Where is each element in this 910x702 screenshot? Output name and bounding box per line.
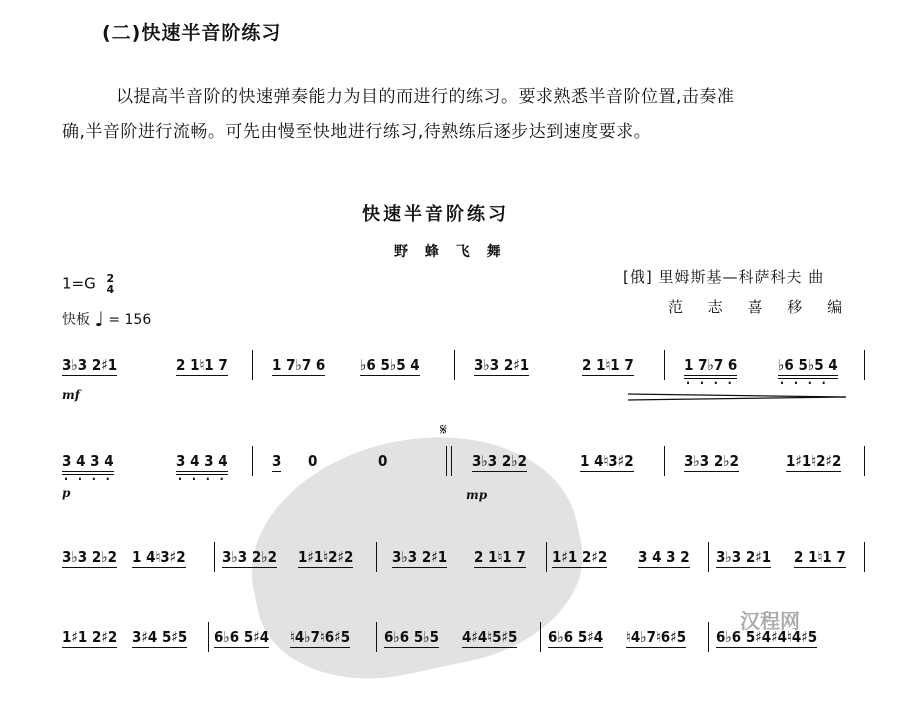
score-group: 3♭3 2♯1: [716, 548, 772, 566]
barline: [376, 622, 377, 652]
barline: [664, 350, 665, 380]
score-group: 3♭3 2♭2: [684, 452, 739, 470]
barline: [252, 350, 253, 380]
quarter-note-icon: ♩: [94, 307, 104, 331]
intro-paragraph-line1: 以提高半音阶的快速弹奏能力为目的而进行的练习。要求熟悉半音阶位置,击奏准: [116, 87, 735, 107]
intro-paragraph-line2: 确,半音阶进行流畅。可先由慢至快地进行练习,待熟练后逐步达到速度要求。: [62, 122, 652, 142]
section-heading: (二)快速半音阶练习: [102, 22, 282, 44]
piece-subtitle: 野 蜂 飞 舞: [394, 244, 507, 260]
score-group: 3: [272, 452, 282, 470]
barline: [864, 350, 865, 380]
barline: [864, 542, 865, 572]
score-group: 3♭3 2♯1: [474, 356, 530, 374]
barline: [454, 350, 455, 380]
score-group: 4♯4♮5♯5: [462, 628, 518, 646]
dynamic-marking: p: [62, 486, 71, 500]
score-group: 6♭6 5♯4♯4♮4♯5: [716, 628, 818, 646]
barline: [451, 446, 452, 476]
score-group: 2 1♮1 7: [474, 548, 526, 566]
score-group: 3 4 3 4 · · · ·: [176, 452, 228, 475]
score-group: 3♭3 2♭2: [62, 548, 117, 566]
score-group: 3♭3 2♭2: [222, 548, 277, 566]
score-group: ♮4♭7♮6♯5: [290, 628, 351, 646]
barline: [708, 622, 709, 652]
barline: [540, 622, 541, 652]
score-group: 6♭6 5♯4: [548, 628, 604, 646]
score-group: 1♯1 2♯2: [552, 548, 608, 566]
tempo-value: = 156: [108, 312, 152, 328]
composer-credit: [俄] 里姆斯基—科萨科夫 曲: [623, 268, 825, 286]
score-group: 0: [308, 452, 318, 470]
tempo-marking: [62, 307, 151, 331]
barline: [252, 446, 253, 476]
barline: [376, 542, 377, 572]
key-label: 1=G: [62, 274, 96, 293]
arranger-credit: 范 志 喜 移 编: [668, 298, 853, 316]
score-group: 6♭6 5♯4: [214, 628, 270, 646]
score-group: 1 4♮3♯2: [580, 452, 634, 470]
segno-sign: 𝄋: [440, 420, 447, 439]
dynamic-marking: mp: [466, 488, 488, 502]
time-signature: [107, 273, 115, 295]
score-group: 1♯1 2♯2: [62, 628, 118, 646]
time-sig-bottom: 4: [106, 283, 115, 296]
score-group: 0: [378, 452, 388, 470]
barline: [708, 542, 709, 572]
score-group: 2 1♮1 7: [794, 548, 846, 566]
score-group: 1♯1♮2♯2: [786, 452, 842, 470]
score-group: 1♯1♮2♯2: [298, 548, 354, 566]
score-group: 3♭3 2♭2: [472, 452, 527, 470]
score-group: 3♭3 2♯1: [62, 356, 118, 374]
score-group: 3♯4 5♯5: [132, 628, 188, 646]
decrescendo-hairpin: [628, 392, 846, 402]
barline: [664, 446, 665, 476]
score-group: ♭6 5♭5 4: [360, 356, 420, 374]
site-logo: 汉程网: [740, 609, 800, 633]
score-group: 1 4♮3♯2: [132, 548, 186, 566]
time-sig-top: 2: [106, 272, 115, 285]
score-group: 6♭6 5♭5: [384, 628, 439, 646]
score-group: ♭6 5♭5 4 · · · ·: [778, 356, 838, 379]
barline: [546, 542, 547, 572]
score-group: 2 1♮1 7: [176, 356, 228, 374]
barline: [214, 542, 215, 572]
score-group: ♮4♭7♮6♯5: [626, 628, 687, 646]
score-group: 1 7♭7 6: [272, 356, 326, 374]
piece-title: 快速半音阶练习: [362, 204, 509, 225]
tempo-label: 快板: [62, 312, 90, 328]
barline: [208, 622, 209, 652]
score-group: 3♭3 2♯1: [392, 548, 448, 566]
score-group: 1 7♭7 6 · · · ·: [684, 356, 737, 379]
barline: [446, 446, 447, 476]
key-signature: [62, 273, 114, 295]
barline: [864, 446, 865, 476]
score-group: 2 1♮1 7: [582, 356, 634, 374]
score-group: 3 4 3 4 · · · ·: [62, 452, 114, 475]
score-group: 3 4 3 2: [638, 548, 690, 566]
dynamic-marking: mf: [62, 388, 80, 402]
